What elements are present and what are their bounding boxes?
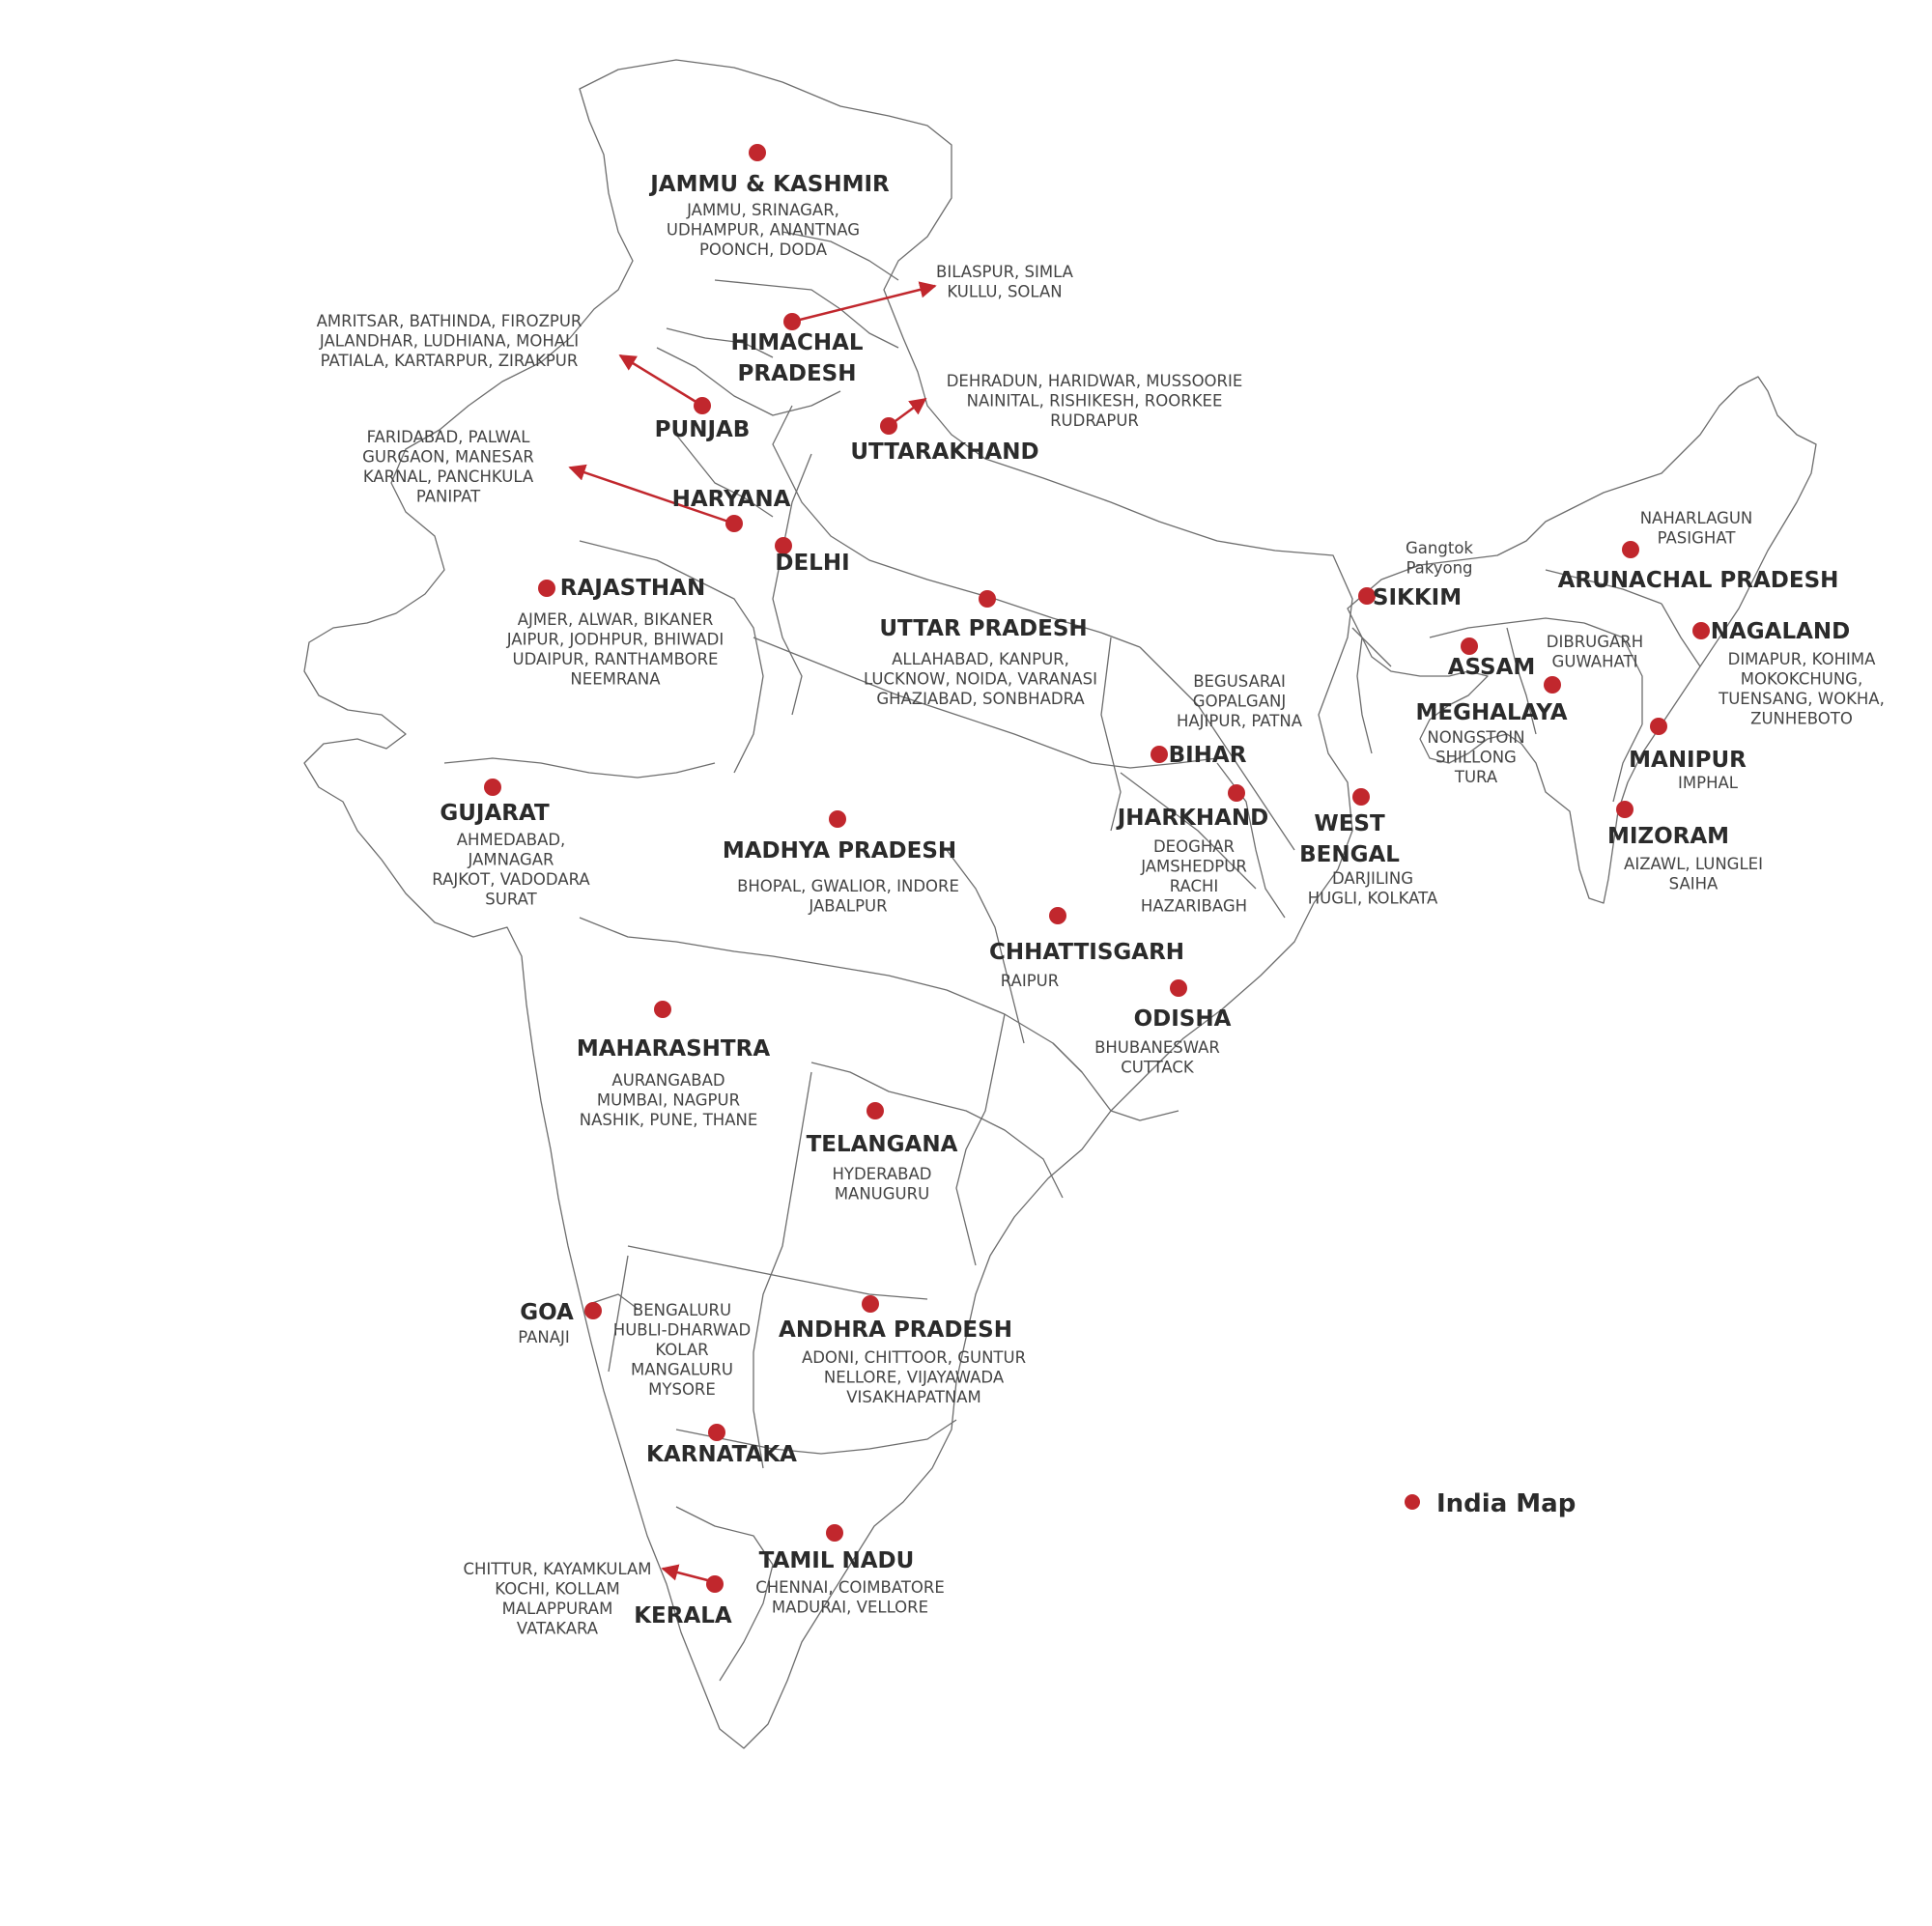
goa-marker xyxy=(584,1302,602,1319)
maharashtra-marker xyxy=(654,1001,671,1018)
punjab-city-line: PATIALA, KARTARPUR, ZIRAKPUR xyxy=(320,352,579,370)
maharashtra-name: MAHARASHTRA xyxy=(576,1036,771,1062)
jammu-and-kashmir-city-line: POONCH, DODA xyxy=(698,241,828,259)
telangana-marker xyxy=(867,1102,884,1119)
himachal-pradesh-city-line: KULLU, SOLAN xyxy=(947,282,1063,301)
tamil-nadu-name: TAMIL NADU xyxy=(758,1548,915,1573)
haryana-city-line: GURGAON, MANESAR xyxy=(362,447,534,467)
uttar-pradesh-name: UTTAR PRADESH xyxy=(879,616,1088,641)
andhra-pradesh-city-line: NELLORE, VIJAYAWADA xyxy=(823,1368,1005,1387)
karnataka-city-line: KOLAR xyxy=(655,1341,709,1359)
haryana-name: HARYANA xyxy=(671,487,791,512)
kerala-city-line: VATAKARA xyxy=(516,1619,599,1638)
assam-city-line: GUWAHATI xyxy=(1551,652,1638,671)
maharashtra-city-line: NASHIK, PUNE, THANE xyxy=(579,1111,758,1129)
rajasthan-name: RAJASTHAN xyxy=(559,576,706,601)
andhra-pradesh-city-line: VISAKHAPATNAM xyxy=(846,1388,981,1406)
meghalaya-city-line: NONGSTOIN xyxy=(1427,728,1525,747)
punjab-city-line: AMRITSAR, BATHINDA, FIROZPUR xyxy=(316,312,582,330)
mizoram-marker xyxy=(1616,801,1634,818)
jammu-and-kashmir-city-line: JAMMU, SRINAGAR, xyxy=(687,201,839,219)
nagaland-city-line: ZUNHEBOTO xyxy=(1750,709,1853,728)
karnataka-marker xyxy=(708,1424,725,1441)
kerala-city-line: CHITTUR, KAYAMKULAM xyxy=(463,1560,652,1578)
jharkhand-city-line: DEOGHAR xyxy=(1152,837,1236,856)
chhattisgarh-name: CHHATTISGARH xyxy=(988,940,1185,965)
gujarat-city-line: AHMEDABAD, xyxy=(456,831,566,849)
jharkhand-name: JHARKHAND xyxy=(1117,806,1269,831)
mizoram-city-line: SAIHA xyxy=(1668,874,1719,893)
gujarat-city-line: JAMNAGAR xyxy=(468,850,554,869)
bihar-city-line: GOPALGANJ xyxy=(1192,692,1287,711)
meghalaya-name: MEGHALAYA xyxy=(1415,700,1568,725)
haryana-city-line: FARIDABAD, PALWAL xyxy=(366,428,530,446)
west-bengal-name: BENGAL xyxy=(1299,842,1400,867)
telangana-city-line: HYDERABAD xyxy=(832,1165,932,1183)
maharashtra-city-line: MUMBAI, NAGPUR xyxy=(596,1090,741,1110)
tamil-nadu-marker xyxy=(826,1524,843,1542)
mizoram-name: MIZORAM xyxy=(1606,824,1730,849)
meghalaya-marker xyxy=(1544,676,1561,694)
bihar-city-line: HAJIPUR, PATNA xyxy=(1176,712,1303,730)
kerala-arrow xyxy=(663,1569,715,1582)
uttarakhand-name: UTTARAKHAND xyxy=(850,439,1039,465)
bihar-name: BIHAR xyxy=(1168,743,1247,768)
manipur-marker xyxy=(1650,718,1667,735)
nagaland-city-line: TUENSANG, WOKHA, xyxy=(1719,690,1885,708)
uttar-pradesh-city-line: ALLAHABAD, KANPUR, xyxy=(892,650,1069,668)
meghalaya-city-line: TURA xyxy=(1454,768,1498,786)
jammu-and-kashmir-name: JAMMU & KASHMIR xyxy=(650,172,890,197)
himachal-pradesh-name: HIMACHAL xyxy=(730,330,864,355)
meghalaya-city-line: SHILLONG xyxy=(1435,748,1517,767)
maharashtra-city-line: AURANGABAD xyxy=(611,1071,725,1090)
jammu-and-kashmir-city-line: UDHAMPUR, ANANTNAG xyxy=(666,220,861,240)
jharkhand-marker xyxy=(1228,784,1245,802)
odisha-city-line: BHUBANESWAR xyxy=(1094,1038,1220,1057)
uttarakhand-city-line: RUDRAPUR xyxy=(1050,411,1139,430)
chhattisgarh-city-line: RAIPUR xyxy=(1000,972,1060,990)
haryana-city-line: PANIPAT xyxy=(415,487,481,506)
andhra-pradesh-marker xyxy=(862,1295,879,1313)
rajasthan-city-line: JAIPUR, JODHPUR, BHIWADI xyxy=(506,630,724,649)
manipur-name: MANIPUR xyxy=(1629,748,1747,773)
goa-city-line: PANAJI xyxy=(518,1328,570,1346)
himachal-pradesh-marker xyxy=(783,313,801,330)
karnataka-city-line: MANGALURU xyxy=(631,1360,733,1379)
punjab-name: PUNJAB xyxy=(654,417,751,442)
city-labels xyxy=(317,201,1885,1638)
kerala-city-line: KOCHI, KOLLAM xyxy=(495,1579,620,1599)
uttar-pradesh-marker xyxy=(979,590,996,608)
rajasthan-marker xyxy=(538,580,555,597)
rajasthan-city-line: NEEMRANA xyxy=(570,669,661,689)
punjab-city-line: JALANDHAR, LUDHIANA, MOHALI xyxy=(319,331,580,351)
jammu-and-kashmir-marker xyxy=(749,144,766,161)
assam-city-line: DIBRUGARH xyxy=(1546,633,1644,651)
nagaland-city-line: MOKOKCHUNG, xyxy=(1740,669,1863,689)
bihar-marker xyxy=(1151,746,1168,763)
punjab-arrow xyxy=(620,355,702,406)
red-dot-icon xyxy=(1405,1494,1420,1510)
madhya-pradesh-marker xyxy=(829,810,846,828)
karnataka-city-line: MYSORE xyxy=(648,1380,716,1399)
arunachal-pradesh-name: ARUNACHAL PRADESH xyxy=(1557,568,1839,593)
sikkim-city-line: Pakyong xyxy=(1406,558,1473,578)
odisha-name: ODISHA xyxy=(1133,1006,1232,1032)
haryana-marker xyxy=(725,515,743,532)
jharkhand-city-line: RACHI xyxy=(1169,877,1219,895)
kerala-name: KERALA xyxy=(634,1603,732,1629)
madhya-pradesh-city-line: JABALPUR xyxy=(809,896,888,916)
arunachal-pradesh-city-line: NAHARLAGUN xyxy=(1639,509,1753,527)
chhattisgarh-marker xyxy=(1049,907,1066,924)
uttar-pradesh-city-line: LUCKNOW, NOIDA, VARANASI xyxy=(864,669,1097,689)
himachal-pradesh-name: PRADESH xyxy=(737,361,857,386)
tamil-nadu-city-line: MADURAI, VELLORE xyxy=(771,1598,929,1617)
gujarat-city-line: RAJKOT, VADODARA xyxy=(432,870,590,889)
goa-name: GOA xyxy=(520,1300,574,1325)
delhi-name: DELHI xyxy=(775,551,850,576)
sikkim-city-line: Gangtok xyxy=(1406,539,1473,557)
telangana-city-line: MANUGURU xyxy=(834,1184,930,1204)
uttarakhand-marker xyxy=(880,417,897,435)
legend-label: India Map xyxy=(1436,1489,1577,1518)
jharkhand-city-line: HAZARIBAGH xyxy=(1140,896,1248,916)
rajasthan-city-line: AJMER, ALWAR, BIKANER xyxy=(517,610,714,629)
himachal-pradesh-city-line: BILASPUR, SIMLA xyxy=(936,263,1073,281)
andhra-pradesh-name: ANDHRA PRADESH xyxy=(779,1317,1012,1343)
manipur-city-line: IMPHAL xyxy=(1678,774,1738,792)
madhya-pradesh-name: MADHYA PRADESH xyxy=(722,838,957,864)
uttarakhand-city-line: NAINITAL, RISHIKESH, ROORKEE xyxy=(966,391,1223,411)
assam-name: ASSAM xyxy=(1447,655,1536,680)
odisha-city-line: CUTTACK xyxy=(1121,1058,1194,1077)
gujarat-name: GUJARAT xyxy=(440,801,550,826)
telangana-name: TELANGANA xyxy=(806,1132,958,1157)
gujarat-marker xyxy=(484,779,501,796)
west-bengal-city-line: HUGLI, KOLKATA xyxy=(1307,889,1438,908)
legend xyxy=(1405,1489,1576,1518)
west-bengal-city-line: DARJILING xyxy=(1331,869,1414,888)
gujarat-city-line: SURAT xyxy=(485,890,537,909)
rajasthan-city-line: UDAIPUR, RANTHAMBORE xyxy=(512,650,719,668)
mizoram-city-line: AIZAWL, LUNGLEI xyxy=(1624,855,1763,873)
uttarakhand-city-line: DEHRADUN, HARIDWAR, MUSSOORIE xyxy=(946,372,1243,390)
west-bengal-marker xyxy=(1352,788,1370,806)
west-bengal-name: WEST xyxy=(1314,811,1385,836)
jharkhand-city-line: JAMSHEDPUR xyxy=(1141,857,1247,876)
kerala-city-line: MALAPPURAM xyxy=(501,1600,613,1618)
arunachal-pradesh-city-line: PASIGHAT xyxy=(1657,528,1736,548)
nagaland-name: NAGALAND xyxy=(1710,619,1851,644)
uttar-pradesh-city-line: GHAZIABAD, SONBHADRA xyxy=(876,690,1085,708)
odisha-marker xyxy=(1170,979,1187,997)
nagaland-marker xyxy=(1692,622,1710,639)
arunachal-pradesh-marker xyxy=(1622,541,1639,558)
kerala-marker xyxy=(706,1575,724,1593)
sikkim-name: SIKKIM xyxy=(1372,585,1463,610)
assam-marker xyxy=(1461,637,1478,655)
andhra-pradesh-city-line: ADONI, CHITTOOR, GUNTUR xyxy=(801,1348,1027,1367)
punjab-marker xyxy=(694,397,711,414)
madhya-pradesh-city-line: BHOPAL, GWALIOR, INDORE xyxy=(737,877,959,895)
haryana-city-line: KARNAL, PANCHKULA xyxy=(362,467,534,486)
karnataka-city-line: HUBLI-DHARWAD xyxy=(612,1320,752,1340)
karnataka-name: KARNATAKA xyxy=(646,1442,797,1467)
karnataka-city-line: BENGALURU xyxy=(632,1301,732,1319)
tamil-nadu-city-line: CHENNAI, COIMBATORE xyxy=(755,1578,945,1597)
bihar-city-line: BEGUSARAI xyxy=(1193,672,1286,691)
nagaland-city-line: DIMAPUR, KOHIMA xyxy=(1727,650,1876,668)
